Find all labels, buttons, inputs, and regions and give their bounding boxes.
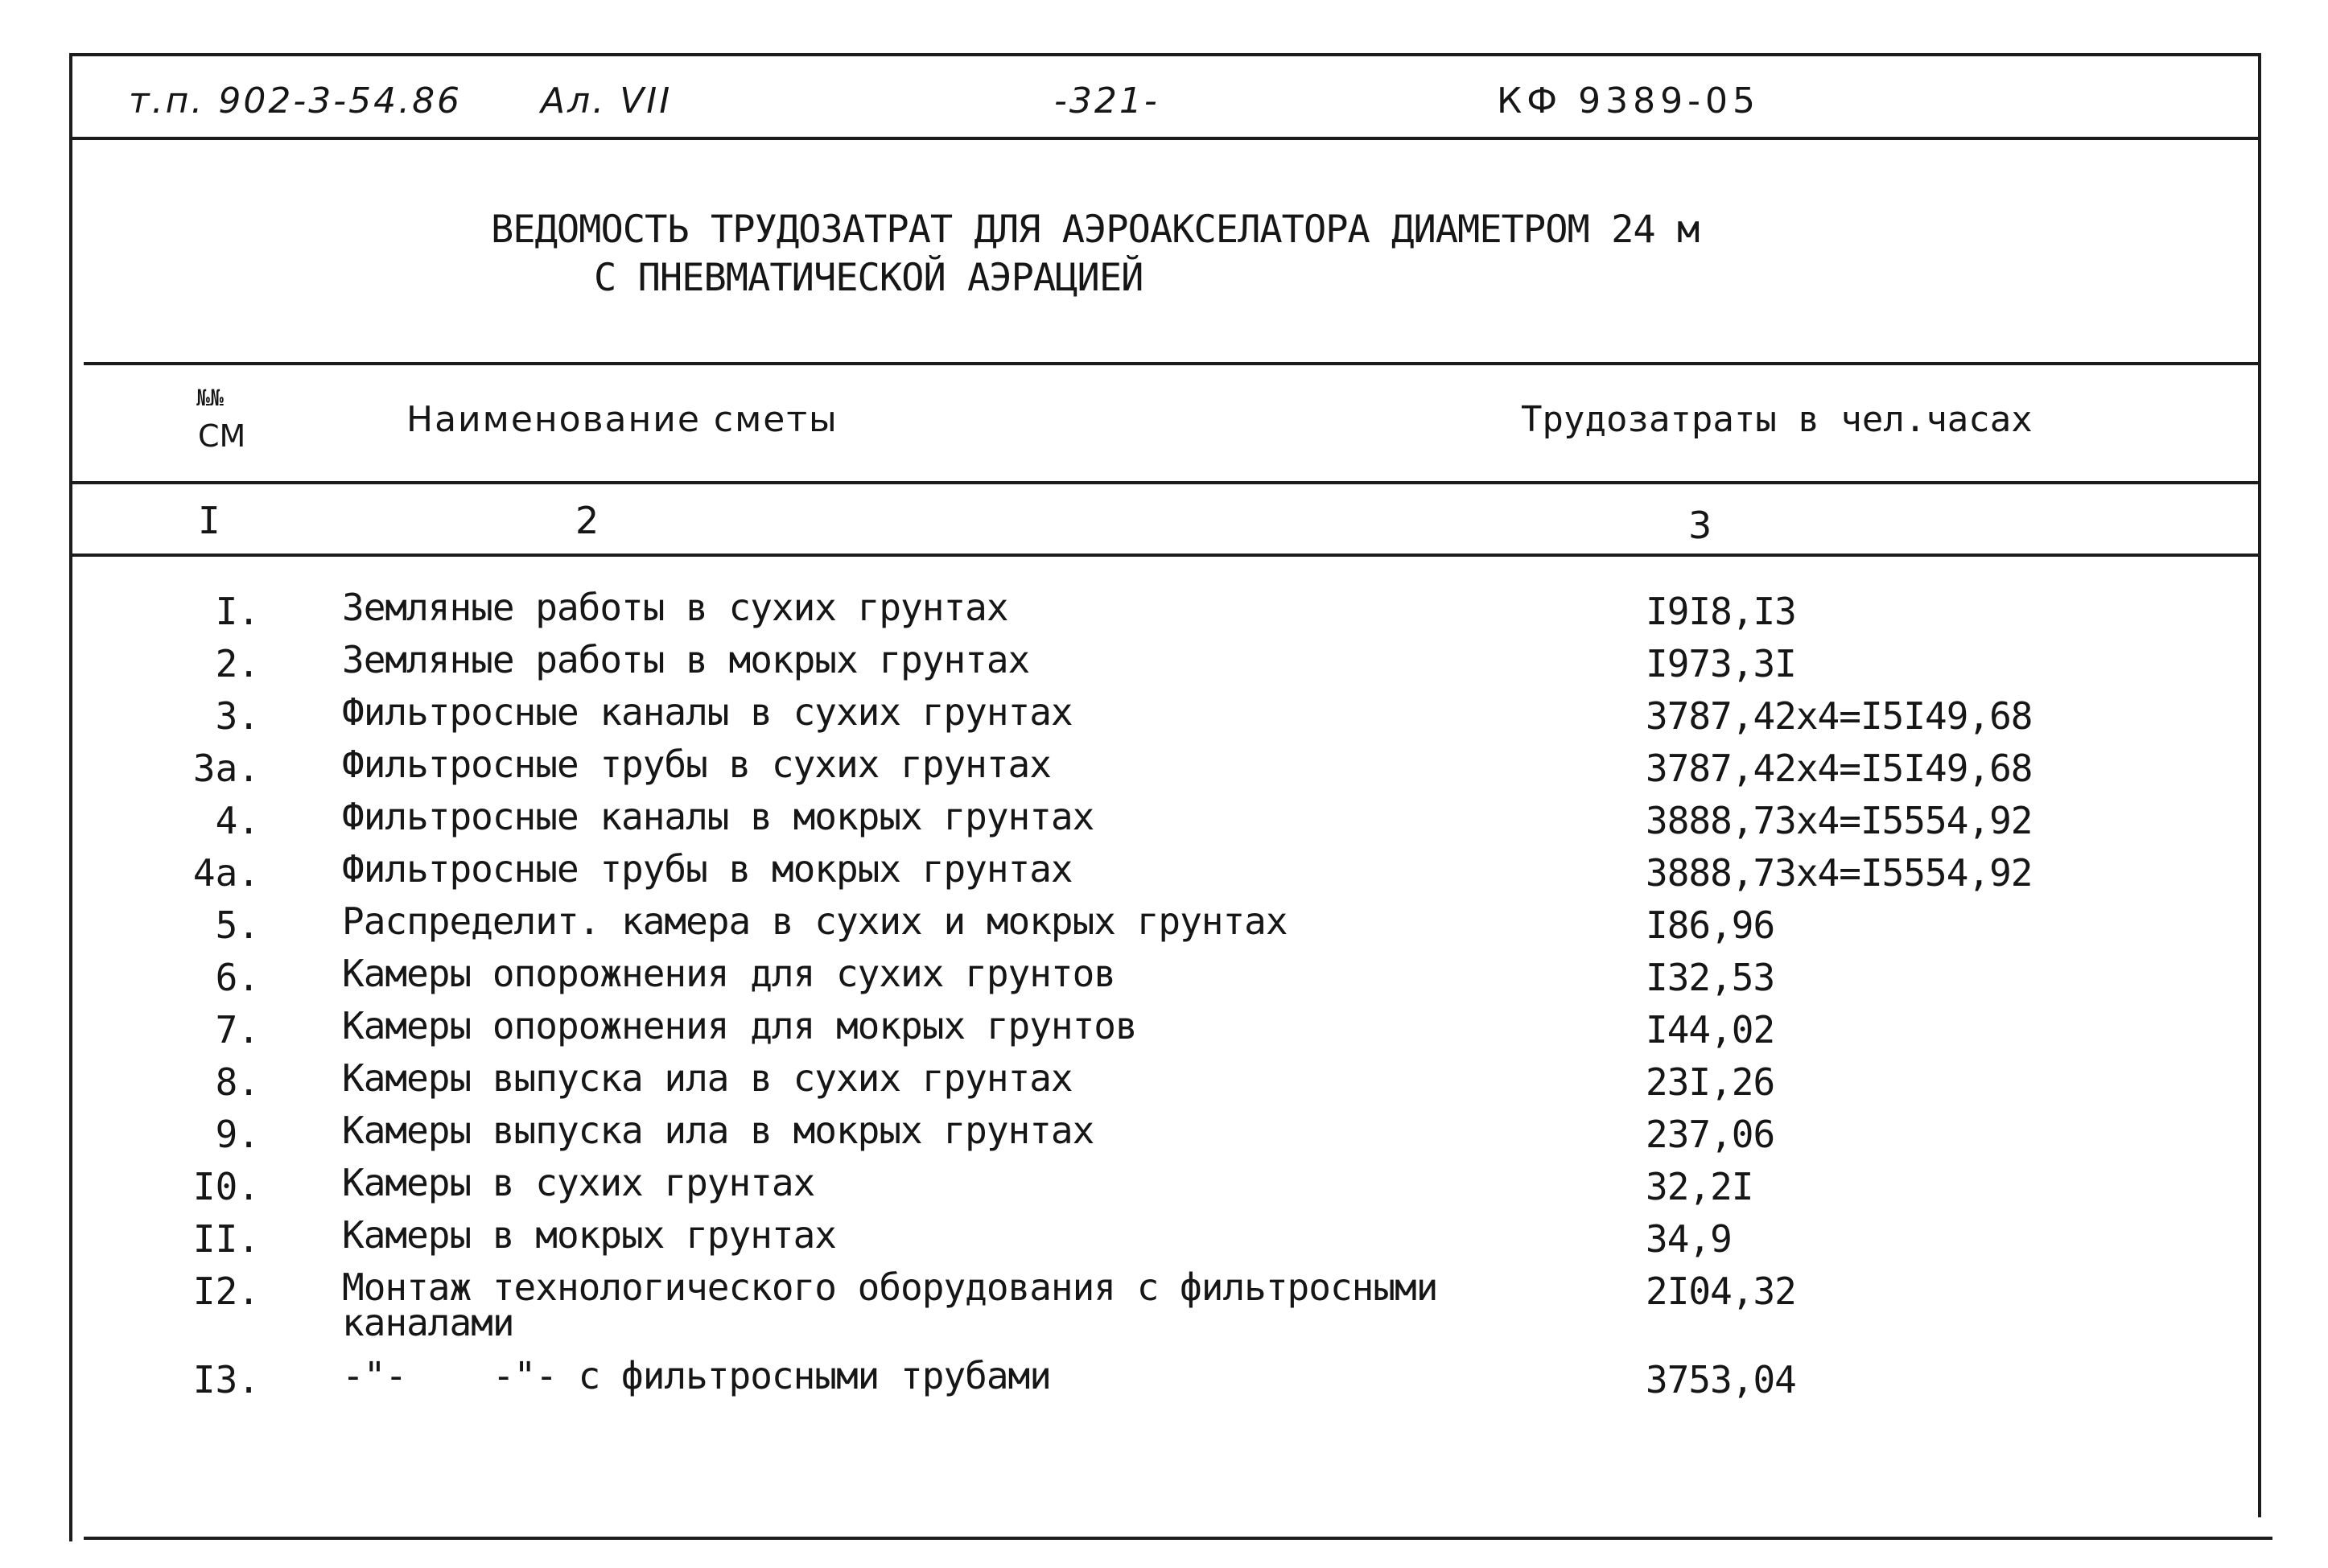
stamp-divider [69, 137, 2261, 140]
row-number: 3а. [192, 747, 260, 790]
row-estimate-name: Монтаж технологического оборудования с фильтросными каналами [342, 1266, 1438, 1344]
row-number: 9. [215, 1113, 260, 1156]
table-row [0, 899, 2328, 957]
table-row [0, 1056, 2328, 1113]
row-number: 8. [215, 1060, 260, 1104]
row-labor-cost: 32,2I [1646, 1165, 1753, 1208]
row-number: 5. [215, 903, 260, 947]
table-row [0, 1109, 2328, 1166]
page-number: -321- [1054, 80, 1160, 121]
table-column-number-divider [69, 554, 2261, 557]
row-number: I3. [192, 1358, 260, 1401]
row-labor-cost: 3888,73х4=I5554,92 [1646, 799, 2033, 842]
project-number: т.п. 902-3-54.86 [129, 80, 463, 121]
row-number: II. [192, 1217, 260, 1261]
table-header-divider [69, 481, 2261, 484]
document-title: ВЕДОМОСТЬ ТРУДОЗАТРАТ ДЛЯ АЭРОАКСЕЛАТОРА ДИАМЕТРОМ 24 м [491, 208, 1700, 252]
row-number: I2. [192, 1270, 260, 1313]
column-number-3: 3 [1688, 504, 1712, 547]
row-labor-cost: I86,96 [1646, 903, 1775, 947]
row-labor-cost: I32,53 [1646, 956, 1775, 999]
document-code: КФ 9389-05 [1497, 80, 1760, 121]
column-number-2: 2 [575, 499, 600, 542]
row-labor-cost: 2I04,32 [1646, 1270, 1796, 1313]
row-estimate-name: Камеры опорожнения для сухих грунтов [342, 952, 1115, 995]
row-estimate-name: Фильтросные трубы в сухих грунтах [342, 743, 1051, 786]
header-number-bottom: СМ [198, 418, 246, 454]
row-estimate-name: Фильтросные каналы в сухих грунтах [342, 690, 1073, 734]
table-row [0, 743, 2328, 800]
row-estimate-name: Камеры опорожнения для мокрых грунтов [342, 1004, 1137, 1047]
document-subtitle: С ПНЕВМАТИЧЕСКОЙ АЭРАЦИЕЙ [594, 256, 1143, 300]
header-estimate-name: Наименование сметы [406, 399, 838, 440]
header-number-top: №№ [196, 385, 224, 411]
album-number: Ал. VII [541, 80, 673, 121]
row-labor-cost: I973,3I [1646, 642, 1796, 685]
row-estimate-name: Камеры в мокрых грунтах [342, 1213, 836, 1257]
row-number: 4. [215, 799, 260, 842]
row-labor-cost: 3787,42х4=I5I49,68 [1646, 694, 2033, 738]
row-number: 7. [215, 1008, 260, 1052]
row-estimate-name: Камеры выпуска ила в мокрых грунтах [342, 1109, 1094, 1152]
table-row [0, 847, 2328, 904]
table-row [0, 1161, 2328, 1218]
table-row [0, 638, 2328, 695]
table-row [0, 1213, 2328, 1270]
table-row [0, 1004, 2328, 1061]
row-number: 6. [215, 956, 260, 999]
row-labor-cost: 3888,73х4=I5554,92 [1646, 851, 2033, 895]
row-estimate-name: Фильтросные каналы в мокрых грунтах [342, 795, 1094, 838]
row-number: 2. [215, 642, 260, 685]
frame-bottom-border [84, 1537, 2272, 1540]
row-estimate-name: Камеры выпуска ила в сухих грунтах [342, 1056, 1073, 1100]
table-row [0, 1266, 2328, 1358]
column-number-1: I [198, 499, 220, 542]
row-estimate-name: -"- -"- с фильтросными трубами [342, 1354, 1051, 1397]
row-labor-cost: 34,9 [1646, 1217, 1732, 1261]
row-number: I. [215, 590, 260, 633]
row-labor-cost: I9I8,I3 [1646, 590, 1796, 633]
table-row [0, 586, 2328, 643]
table-row [0, 690, 2328, 747]
row-number: 4а. [192, 851, 260, 895]
row-estimate-name: Земляные работы в мокрых грунтах [342, 638, 1030, 681]
frame-top-border [69, 53, 2261, 56]
row-number: I0. [192, 1165, 260, 1208]
row-labor-cost: I44,02 [1646, 1008, 1775, 1052]
table-row [0, 952, 2328, 1009]
header-labor-cost: Трудозатраты в чел.часах [1521, 399, 2033, 440]
table-row [0, 795, 2328, 852]
row-labor-cost: 23I,26 [1646, 1060, 1775, 1104]
row-estimate-name: Камеры в сухих грунтах [342, 1161, 815, 1204]
table-top-line [84, 362, 2261, 365]
row-labor-cost: 237,06 [1646, 1113, 1775, 1156]
row-labor-cost: 3753,04 [1646, 1358, 1796, 1401]
row-number: 3. [215, 694, 260, 738]
row-estimate-name: Распределит. камера в сухих и мокрых грунтах [342, 899, 1288, 943]
row-labor-cost: 3787,42х4=I5I49,68 [1646, 747, 2033, 790]
row-estimate-name: Фильтросные трубы в мокрых грунтах [342, 847, 1073, 891]
table-row [0, 1354, 2328, 1411]
row-estimate-name: Земляные работы в сухих грунтах [342, 586, 1008, 629]
